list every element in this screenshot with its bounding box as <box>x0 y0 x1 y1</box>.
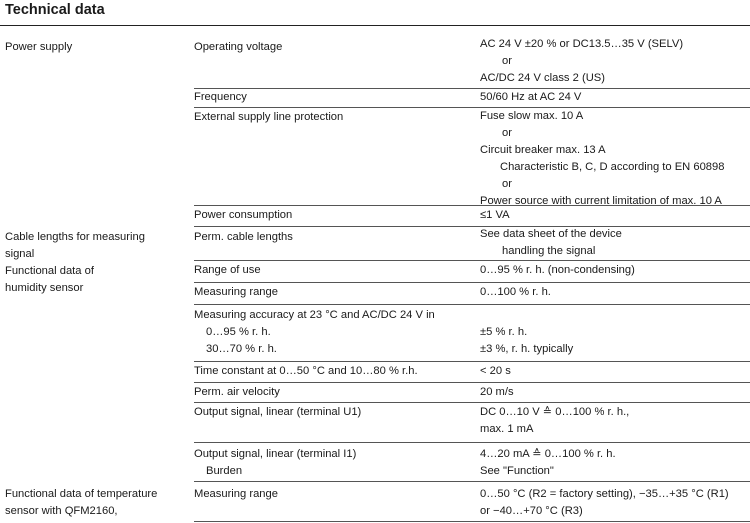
value-line: Fuse slow max. 10 A <box>480 110 584 122</box>
row-divider <box>194 521 750 522</box>
value-air-velocity: 20 m/s <box>480 386 514 398</box>
value-line: ±3 %, r. h. typically <box>480 343 574 355</box>
value-line: AC 24 V ±20 % or DC13.5…35 V (SELV) <box>480 38 684 50</box>
row-divider <box>194 260 750 261</box>
param-line: Output signal, linear (terminal I1) <box>194 448 357 460</box>
param-line: 30…70 % r. h. <box>206 343 277 355</box>
param-measuring-range-temperature: Measuring range <box>194 488 278 500</box>
row-divider <box>194 442 750 443</box>
category-line: Cable lengths for measuring <box>5 231 145 243</box>
row-divider <box>194 304 750 305</box>
param-frequency: Frequency <box>194 91 247 103</box>
value-line: or <box>502 178 512 190</box>
category-line: humidity sensor <box>5 282 84 294</box>
value-measuring-range-humidity: 0…100 % r. h. <box>480 286 551 298</box>
param-range-of-use: Range of use <box>194 264 261 276</box>
row-divider <box>194 481 750 482</box>
value-output-u1 <box>480 404 748 438</box>
value-line: See data sheet of the device <box>480 228 622 240</box>
value-line: DC 0…10 V ≙ 0…100 % r. h., <box>480 406 630 418</box>
param-power-consumption: Power consumption <box>194 209 293 221</box>
param-supply-protection: External supply line protection <box>194 111 344 123</box>
value-frequency: 50/60 Hz at AC 24 V <box>480 91 582 103</box>
category-temperature <box>5 486 185 520</box>
category-power-supply: Power supply <box>5 41 73 53</box>
value-output-i1 <box>480 446 748 480</box>
value-cable-lengths <box>480 226 748 260</box>
value-line: or <box>502 127 512 139</box>
param-operating-voltage: Operating voltage <box>194 41 283 53</box>
value-line: handling the signal <box>502 245 596 257</box>
value-line: See "Function" <box>480 465 554 477</box>
param-time-constant: Time constant at 0…50 °C and 10…80 % r.h. <box>194 365 418 377</box>
row-divider <box>194 361 750 362</box>
param-output-u1: Output signal, linear (terminal U1) <box>194 406 362 418</box>
value-line: or −40…+70 °C (R3) <box>480 505 583 517</box>
page-title: Technical data <box>5 2 105 18</box>
value-accuracy <box>480 324 748 358</box>
value-range-of-use: 0…95 % r. h. (non-condensing) <box>480 264 635 276</box>
value-line: ±5 % r. h. <box>480 326 528 338</box>
value-line: 0…50 °C (R2 = factory setting), −35…+35 °C (R1) <box>480 488 729 500</box>
title-rule <box>0 25 750 26</box>
category-line: signal <box>5 248 35 260</box>
value-line: Characteristic B, C, D according to EN 60898 <box>500 161 725 173</box>
value-power-consumption: ≤1 VA <box>480 209 510 221</box>
category-line: Functional data of <box>5 265 94 277</box>
category-line: sensor with QFM2160, <box>5 505 118 517</box>
value-supply-protection <box>480 108 748 210</box>
param-measuring-range-humidity: Measuring range <box>194 286 278 298</box>
value-line: max. 1 mA <box>480 423 534 435</box>
row-divider <box>194 282 750 283</box>
category-humidity <box>5 263 185 297</box>
param-air-velocity: Perm. air velocity <box>194 386 280 398</box>
row-divider <box>194 205 750 206</box>
category-line: Functional data of temperature <box>5 488 158 500</box>
value-line: Circuit breaker max. 13 A <box>480 144 606 156</box>
param-line: Burden <box>206 465 243 477</box>
param-line: 0…95 % r. h. <box>206 326 271 338</box>
value-line: Power source with current limitation of max. 10 A <box>480 195 722 207</box>
param-line: Measuring accuracy at 23 °C and AC/DC 24 V in <box>194 309 435 321</box>
row-divider <box>194 382 750 383</box>
value-line: 4…20 mA ≙ 0…100 % r. h. <box>480 448 616 460</box>
param-cable-lengths: Perm. cable lengths <box>194 231 293 243</box>
category-cable-lengths <box>5 229 185 263</box>
value-line: or <box>502 55 512 67</box>
value-measuring-range-temperature <box>480 486 748 520</box>
row-divider <box>194 402 750 403</box>
param-accuracy <box>194 307 479 358</box>
param-output-i1 <box>194 446 479 480</box>
value-operating-voltage <box>480 36 748 87</box>
value-line: AC/DC 24 V class 2 (US) <box>480 72 605 84</box>
value-time-constant: < 20 s <box>480 365 511 377</box>
